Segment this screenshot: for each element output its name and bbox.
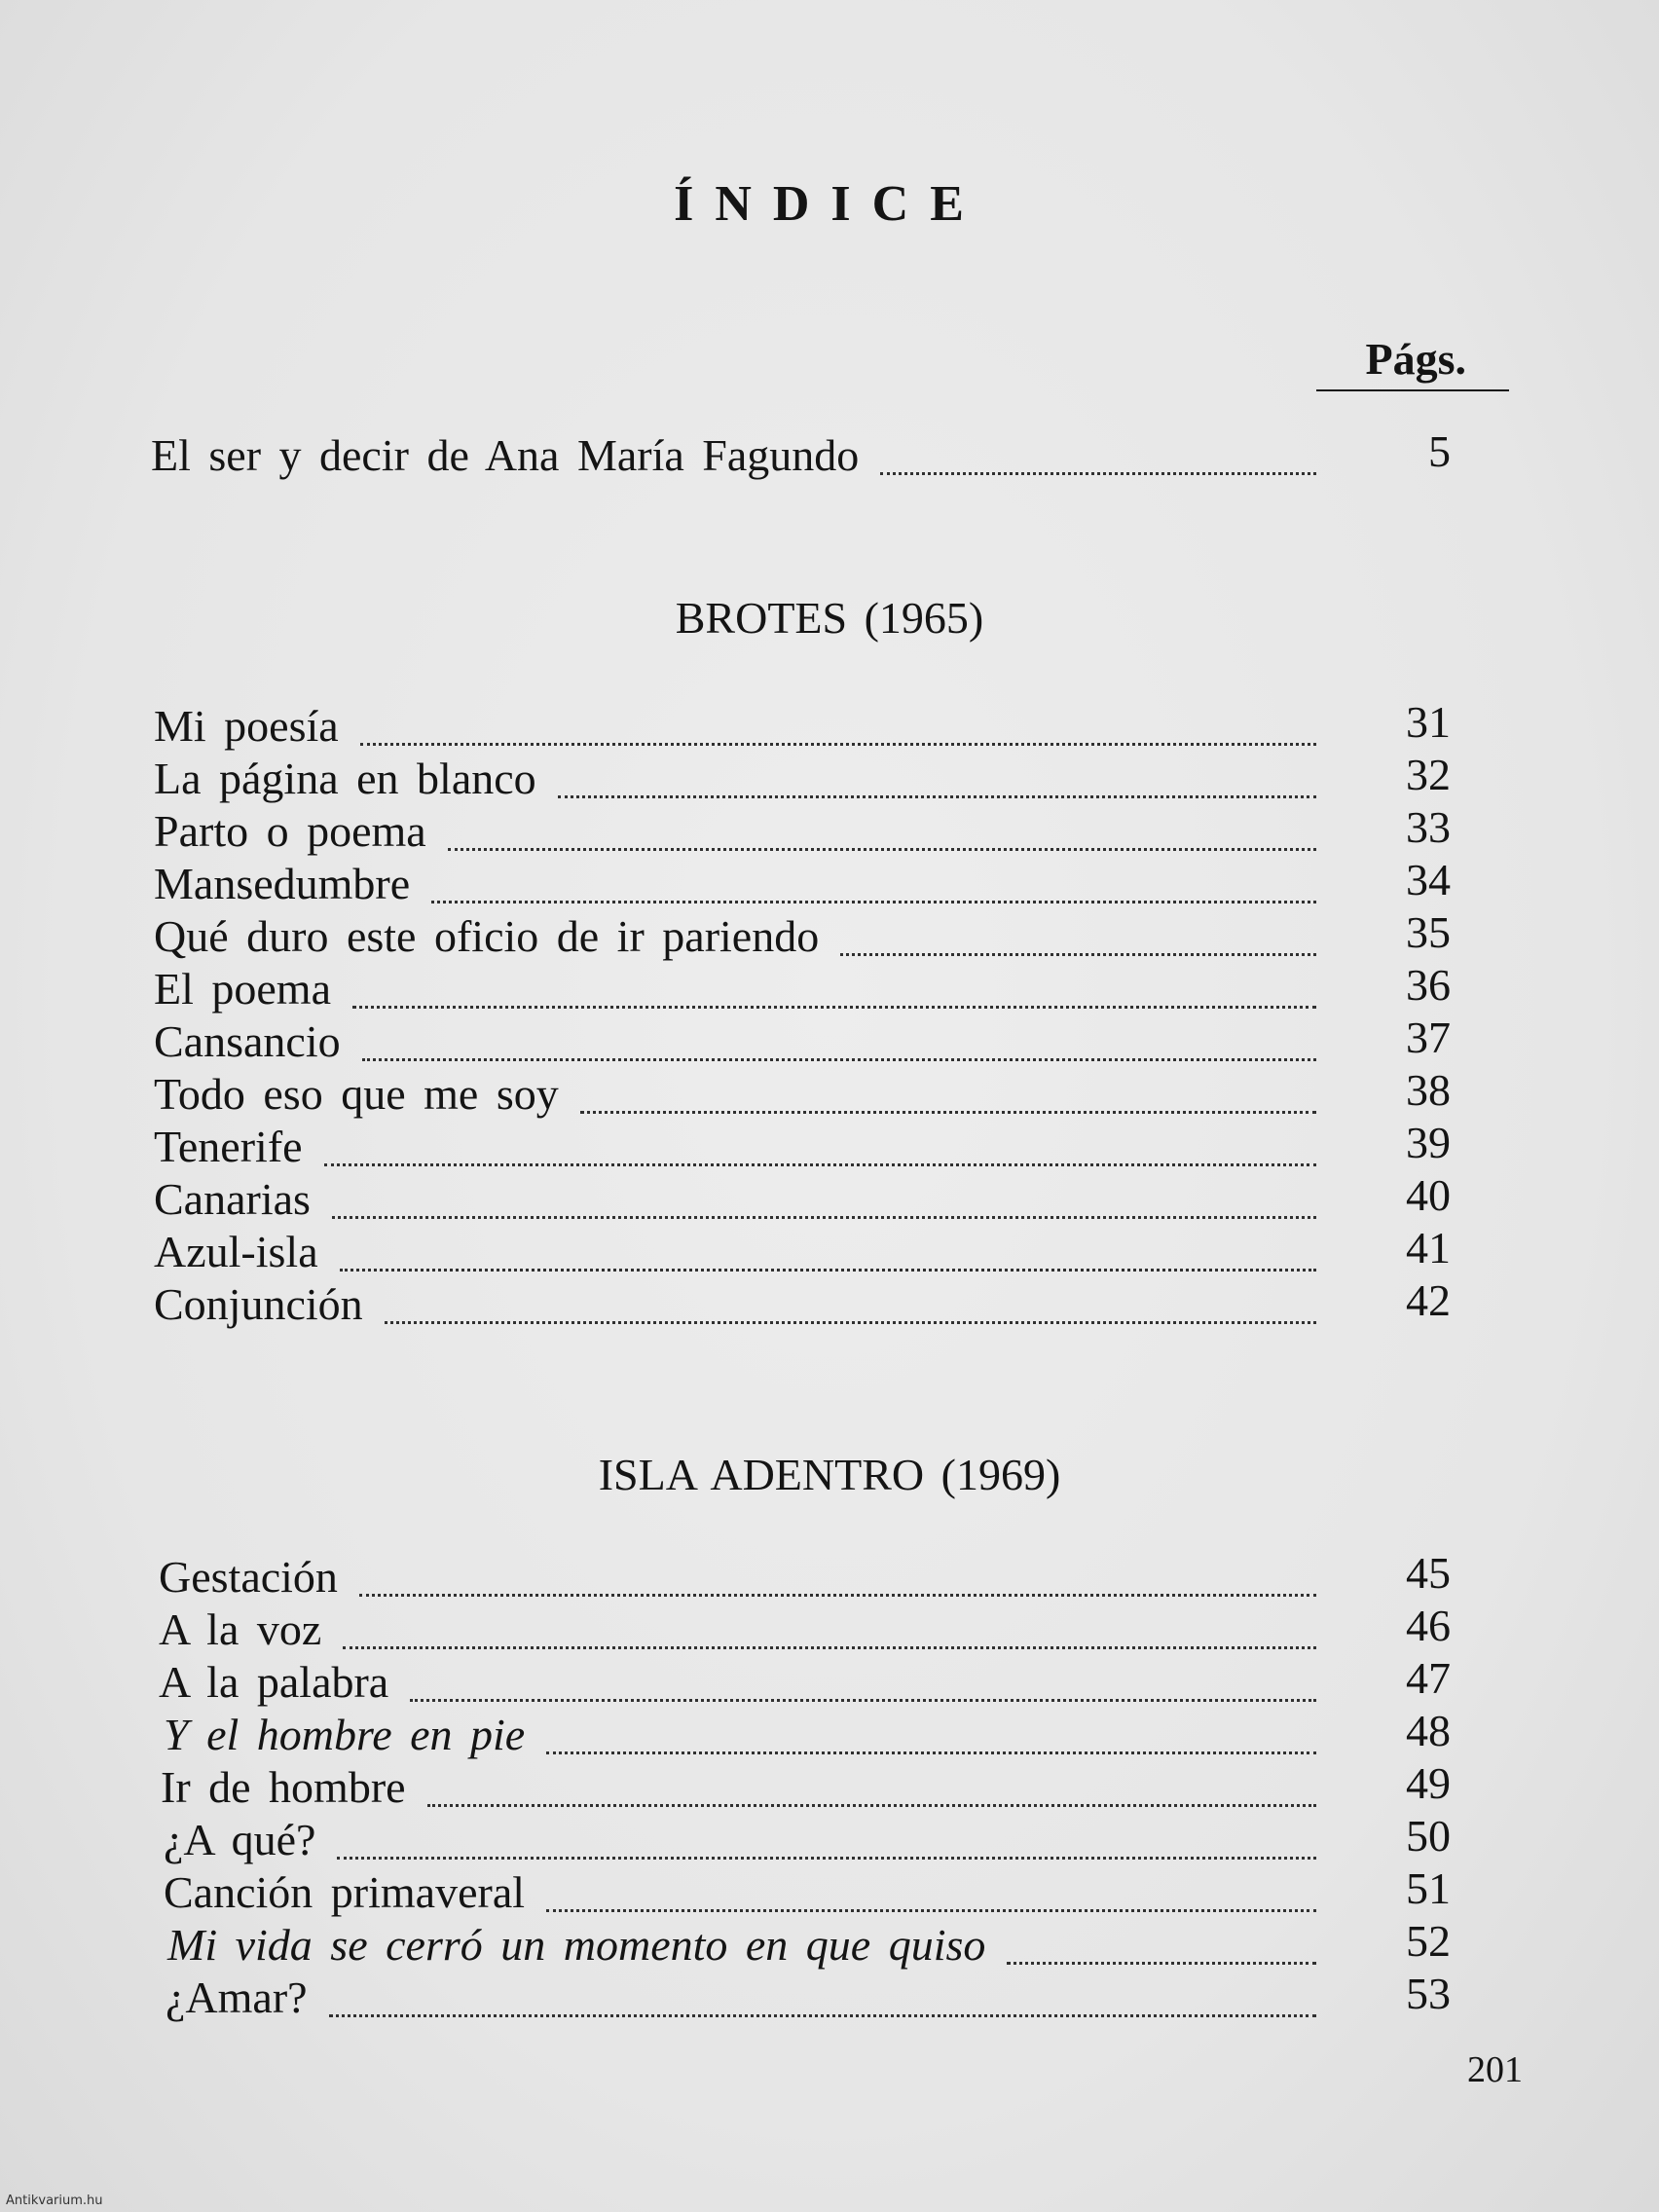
toc-entry-page: 42: [1406, 1275, 1451, 1325]
toc-entry-title: Canarias: [154, 1174, 311, 1224]
toc-entry-title: El poema: [154, 964, 331, 1014]
toc-entry-page: 41: [1406, 1223, 1451, 1272]
toc-entry: [0, 1118, 1659, 1176]
toc-entry-title: Mi poesía: [154, 701, 339, 751]
toc-entry: [0, 750, 1659, 808]
dot-leader: [880, 472, 1316, 475]
dot-leader: [558, 795, 1316, 798]
toc-entry-page: 50: [1406, 1811, 1451, 1861]
toc-entry-title: Gestación: [159, 1552, 338, 1602]
toc-entry: [0, 1548, 1659, 1606]
toc-entry-page: 38: [1406, 1065, 1451, 1115]
toc-entry-page: 34: [1406, 855, 1451, 904]
dot-leader: [337, 1857, 1316, 1860]
toc-entry-page: 31: [1406, 697, 1451, 747]
dot-leader: [385, 1321, 1316, 1324]
toc-entry: [0, 1013, 1659, 1071]
toc-entry-title: Qué duro este oficio de ir pariendo: [154, 911, 820, 961]
pages-header-rule: [1316, 389, 1509, 391]
toc-entry-page: 45: [1406, 1548, 1451, 1598]
toc-entry-page: 51: [1406, 1863, 1451, 1913]
dot-leader: [1007, 1962, 1316, 1965]
toc-entry-page: 36: [1406, 960, 1451, 1010]
toc-entry-title: Y el hombre en pie: [164, 1710, 526, 1759]
toc-entry-title: Parto o poema: [154, 806, 426, 856]
toc-entry-page: 5: [1428, 426, 1451, 476]
toc-entry: [0, 697, 1659, 756]
toc-entry-title: Mansedumbre: [154, 859, 411, 908]
dot-leader: [360, 743, 1316, 746]
toc-entry-page: 46: [1406, 1601, 1451, 1650]
toc-entry-title: Conjunción: [154, 1279, 363, 1329]
toc-entry: [0, 1969, 1659, 2027]
section-heading-brotes: BROTES (1965): [675, 593, 984, 643]
dot-leader: [546, 1751, 1316, 1754]
toc-entry: [0, 1811, 1659, 1869]
toc-entry-page: 37: [1406, 1013, 1451, 1062]
dot-leader: [580, 1111, 1316, 1114]
toc-entry-page: 53: [1406, 1969, 1451, 2018]
toc-entry-page: 39: [1406, 1118, 1451, 1167]
toc-entry-page: 52: [1406, 1916, 1451, 1966]
toc-entry: [0, 1653, 1659, 1712]
dot-leader: [362, 1058, 1316, 1061]
section-heading-isla-adentro: ISLA ADENTRO (1969): [598, 1450, 1061, 1499]
toc-entry: [0, 1916, 1659, 1974]
toc-entry-page: 35: [1406, 907, 1451, 957]
toc-entry: [0, 1863, 1659, 1922]
toc-entry-title: Ir de hombre: [161, 1762, 406, 1812]
pages-column-header: Págs.: [1365, 334, 1466, 384]
toc-entry-page: 32: [1406, 750, 1451, 799]
dot-leader: [427, 1804, 1316, 1807]
toc-entry-page: 47: [1406, 1653, 1451, 1703]
toc-entry: [0, 960, 1659, 1018]
toc-entry: [0, 855, 1659, 913]
dot-leader: [410, 1699, 1316, 1702]
dot-leader: [329, 2014, 1316, 2017]
toc-entry-intro: [0, 426, 1659, 485]
toc-entry-title: Canción primaveral: [164, 1867, 526, 1917]
toc-entry-title: A la voz: [159, 1604, 322, 1654]
toc-entry: [0, 1275, 1659, 1334]
dot-leader: [431, 901, 1316, 903]
toc-entry-title: A la palabra: [159, 1657, 389, 1707]
toc-entry-page: 40: [1406, 1170, 1451, 1220]
toc-entry: [0, 1758, 1659, 1817]
dot-leader: [546, 1909, 1316, 1912]
toc-entry-title: El ser y decir de Ana María Fagundo: [151, 430, 860, 480]
toc-entry-title: Azul-isla: [154, 1227, 318, 1276]
toc-entry-title: La página en blanco: [154, 754, 536, 803]
toc-entry-title: ¿A qué?: [164, 1815, 316, 1864]
toc-entry-page: 49: [1406, 1758, 1451, 1808]
dot-leader: [352, 1006, 1316, 1009]
toc-entry: [0, 802, 1659, 861]
toc-entry: [0, 1223, 1659, 1281]
toc-entry: [0, 1065, 1659, 1124]
dot-leader: [343, 1646, 1316, 1649]
toc-entry-page: 33: [1406, 802, 1451, 852]
toc-entry-title: Todo eso que me soy: [154, 1069, 559, 1119]
toc-entry-title: Mi vida se cerró un momento en que quiso: [167, 1920, 986, 1970]
dot-leader: [332, 1216, 1316, 1219]
toc-entry: [0, 907, 1659, 966]
toc-entry-title: ¿Amar?: [166, 1972, 308, 2022]
page-number: 201: [1467, 2049, 1523, 2090]
toc-entry-page: 48: [1406, 1706, 1451, 1755]
toc-entry-title: Cansancio: [154, 1016, 341, 1066]
index-title: ÍNDICE: [674, 176, 985, 232]
dot-leader: [324, 1163, 1316, 1166]
dot-leader: [448, 848, 1316, 851]
toc-entry-title: Tenerife: [154, 1122, 303, 1171]
dot-leader: [359, 1594, 1316, 1597]
toc-entry: [0, 1601, 1659, 1659]
toc-entry: [0, 1170, 1659, 1229]
watermark: Antikvarium.hu: [6, 2194, 103, 2208]
dot-leader: [340, 1269, 1316, 1272]
toc-entry: [0, 1706, 1659, 1764]
dot-leader: [840, 953, 1316, 956]
